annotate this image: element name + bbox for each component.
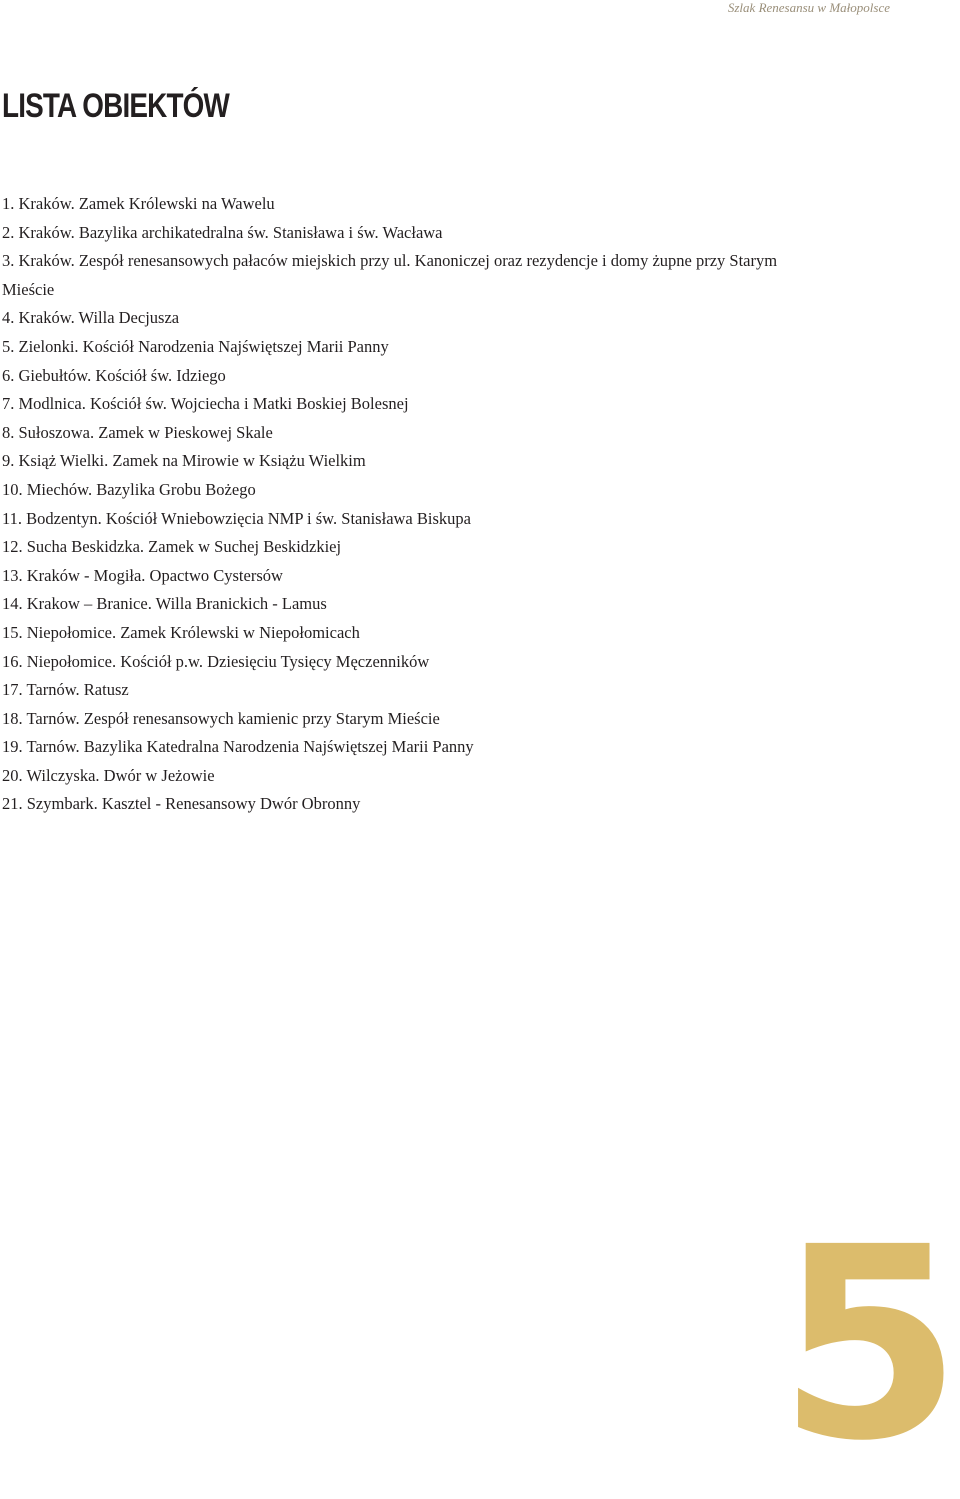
page-number: 5: [777, 1191, 956, 1499]
list-item: 3. Kraków. Zespół renesansowych pałaców miejskich przy ul. Kanoniczej oraz rezydencje i domy żupne przy Starym Mieście: [2, 251, 778, 299]
list-item: 4. Kraków. Willa Decjusza: [2, 308, 180, 328]
list-item: 20. Wilczyska. Dwór w Jeżowie: [2, 765, 215, 785]
objects-list: [2, 190, 802, 819]
list-item: 18. Tarnów. Zespół renesansowych kamienic przy Starym Mieście: [2, 708, 440, 728]
list-item: 12. Sucha Beskidzka. Zamek w Suchej Beskidzkiej: [2, 537, 342, 557]
list-item: 13. Kraków - Mogiła. Opactwo Cystersów: [2, 565, 283, 585]
list-item: 17. Tarnów. Ratusz: [2, 680, 129, 700]
list-item: 7. Modlnica. Kościół św. Wojciecha i Matki Boskiej Bolesnej: [2, 394, 409, 414]
list-item: 10. Miechów. Bazylika Grobu Bożego: [2, 479, 256, 499]
list-item: 19. Tarnów. Bazylika Katedralna Narodzenia Najświętszej Marii Panny: [2, 737, 474, 757]
list-item: 6. Giebułtów. Kościół św. Idziego: [2, 365, 226, 385]
list-item: 15. Niepołomice. Zamek Królewski w Niepołomicach: [2, 622, 360, 642]
list-item: 16. Niepołomice. Kościół p.w. Dziesięciu Tysięcy Męczenników: [2, 651, 430, 671]
page-title: LISTA OBIEKTÓW: [2, 87, 230, 125]
running-header: Szlak Renesansu w Małopolsce: [727, 0, 890, 15]
list-item: 9. Książ Wielki. Zamek na Mirowie w Książu Wielkim: [2, 451, 366, 471]
list-item: 1. Kraków. Zamek Królewski na Wawelu: [2, 194, 275, 213]
list-item: 2. Kraków. Bazylika archikatedralna św. Stanisława i św. Wacława: [2, 222, 443, 242]
list-item: 14. Krakow – Branice. Willa Branickich - Lamus: [2, 594, 327, 614]
list-item: 8. Sułoszowa. Zamek w Pieskowej Skale: [2, 422, 273, 442]
list-item: 5. Zielonki. Kościół Narodzenia Najświętszej Marii Panny: [2, 336, 389, 356]
list-item: 21. Szymbark. Kasztel - Renesansowy Dwór Obronny: [2, 794, 361, 814]
list-item: 11. Bodzentyn. Kościół Wniebowzięcia NMP i św. Stanisława Biskupa: [2, 508, 471, 528]
